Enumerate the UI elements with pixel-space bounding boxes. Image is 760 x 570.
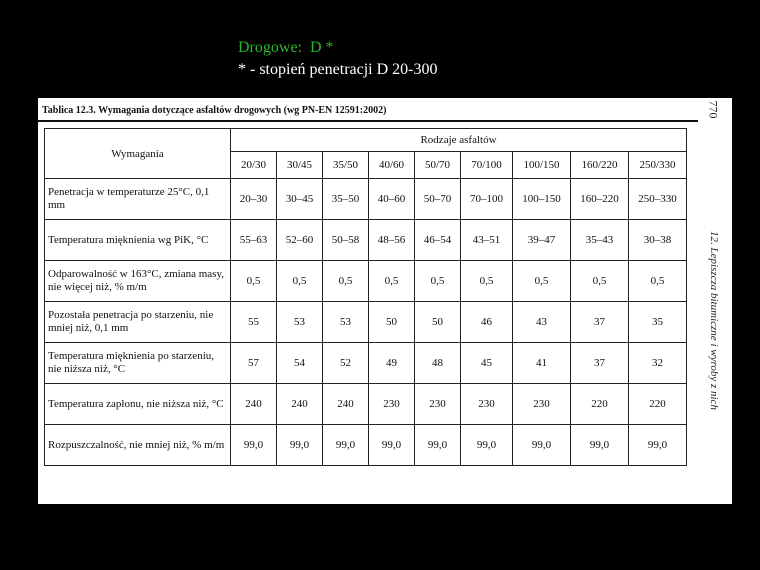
value-cell: 50: [369, 302, 415, 343]
value-cell: 99,0: [323, 425, 369, 466]
value-cell: 54: [277, 343, 323, 384]
value-cell: 40–60: [369, 179, 415, 220]
value-cell: 55–63: [231, 220, 277, 261]
requirements-table: [44, 128, 687, 466]
value-cell: 50–70: [415, 179, 461, 220]
requirement-label: Odparowalność w 163°C, zmiana masy, nie więcej niż, % m/m: [45, 261, 231, 302]
value-cell: 230: [415, 384, 461, 425]
value-cell: 99,0: [415, 425, 461, 466]
table-caption: Tablica 12.3. Wymagania dotyczące asfaltów drogowych (wg PN-EN 12591:2002): [42, 105, 387, 116]
table-row: [45, 343, 687, 384]
grade-header: 30/45: [277, 152, 323, 179]
grade-header: 50/70: [415, 152, 461, 179]
value-cell: 0,5: [277, 261, 323, 302]
requirement-label: Temperatura mięknienia wg PiK, °C: [45, 220, 231, 261]
value-cell: 55: [231, 302, 277, 343]
value-cell: 99,0: [277, 425, 323, 466]
value-cell: 230: [369, 384, 415, 425]
value-cell: 99,0: [461, 425, 513, 466]
value-cell: 160–220: [571, 179, 629, 220]
value-cell: 46: [461, 302, 513, 343]
value-cell: 43: [513, 302, 571, 343]
value-cell: 37: [571, 302, 629, 343]
table-row: [45, 220, 687, 261]
value-cell: 45: [461, 343, 513, 384]
grade-header: 160/220: [571, 152, 629, 179]
table-row: [45, 261, 687, 302]
value-cell: 250–330: [629, 179, 687, 220]
value-cell: 240: [231, 384, 277, 425]
requirement-label: Penetracja w temperaturze 25°C, 0,1 mm: [45, 179, 231, 220]
value-cell: 48–56: [369, 220, 415, 261]
value-cell: 220: [629, 384, 687, 425]
value-cell: 30–45: [277, 179, 323, 220]
value-cell: 99,0: [629, 425, 687, 466]
grade-header: 100/150: [513, 152, 571, 179]
value-cell: 99,0: [369, 425, 415, 466]
grade-header: 35/50: [323, 152, 369, 179]
value-cell: 0,5: [571, 261, 629, 302]
value-cell: 53: [277, 302, 323, 343]
value-cell: 0,5: [323, 261, 369, 302]
value-cell: 57: [231, 343, 277, 384]
slide-title: Drogowe: D *: [238, 39, 334, 56]
value-cell: 0,5: [231, 261, 277, 302]
table-row: [45, 384, 687, 425]
value-cell: 52–60: [277, 220, 323, 261]
grade-header: 20/30: [231, 152, 277, 179]
value-cell: 99,0: [571, 425, 629, 466]
value-cell: 0,5: [415, 261, 461, 302]
grade-header: 250/330: [629, 152, 687, 179]
value-cell: 43–51: [461, 220, 513, 261]
chapter-side-title: 12. Lepiszcza bitumiczne i wyroby z nich: [708, 231, 720, 410]
table-row: [45, 179, 687, 220]
requirement-label: Temperatura mięknienia po starzeniu, nie niższa niż, °C: [45, 343, 231, 384]
scanned-page: [38, 98, 732, 504]
value-cell: 53: [323, 302, 369, 343]
value-cell: 52: [323, 343, 369, 384]
value-cell: 0,5: [629, 261, 687, 302]
value-cell: 0,5: [369, 261, 415, 302]
value-cell: 32: [629, 343, 687, 384]
value-cell: 35–43: [571, 220, 629, 261]
header-requirements: Wymagania: [45, 129, 231, 179]
value-cell: 100–150: [513, 179, 571, 220]
value-cell: 0,5: [461, 261, 513, 302]
page-number: 770: [706, 100, 721, 119]
value-cell: 41: [513, 343, 571, 384]
value-cell: 230: [461, 384, 513, 425]
grade-header: 40/60: [369, 152, 415, 179]
value-cell: 49: [369, 343, 415, 384]
value-cell: 39–47: [513, 220, 571, 261]
value-cell: 0,5: [513, 261, 571, 302]
value-cell: 240: [323, 384, 369, 425]
table-body: [45, 179, 687, 466]
value-cell: 46–54: [415, 220, 461, 261]
value-cell: 50–58: [323, 220, 369, 261]
requirement-label: Rozpuszczalność, nie mniej niż, % m/m: [45, 425, 231, 466]
value-cell: 230: [513, 384, 571, 425]
value-cell: 70–100: [461, 179, 513, 220]
value-cell: 50: [415, 302, 461, 343]
value-cell: 48: [415, 343, 461, 384]
requirement-label: Temperatura zapłonu, nie niższa niż, °C: [45, 384, 231, 425]
value-cell: 99,0: [231, 425, 277, 466]
value-cell: 99,0: [513, 425, 571, 466]
value-cell: 35: [629, 302, 687, 343]
value-cell: 240: [277, 384, 323, 425]
caption-rule: [38, 120, 698, 122]
value-cell: 220: [571, 384, 629, 425]
value-cell: 37: [571, 343, 629, 384]
value-cell: 30–38: [629, 220, 687, 261]
slide-subtitle: * - stopień penetracji D 20-300: [238, 61, 438, 78]
table-row: [45, 425, 687, 466]
table-row: [45, 302, 687, 343]
header-asphalt-types: Rodzaje asfaltów: [231, 129, 687, 152]
requirement-label: Pozostała penetracja po starzeniu, nie mniej niż, 0,1 mm: [45, 302, 231, 343]
value-cell: 20–30: [231, 179, 277, 220]
grade-header: 70/100: [461, 152, 513, 179]
value-cell: 35–50: [323, 179, 369, 220]
